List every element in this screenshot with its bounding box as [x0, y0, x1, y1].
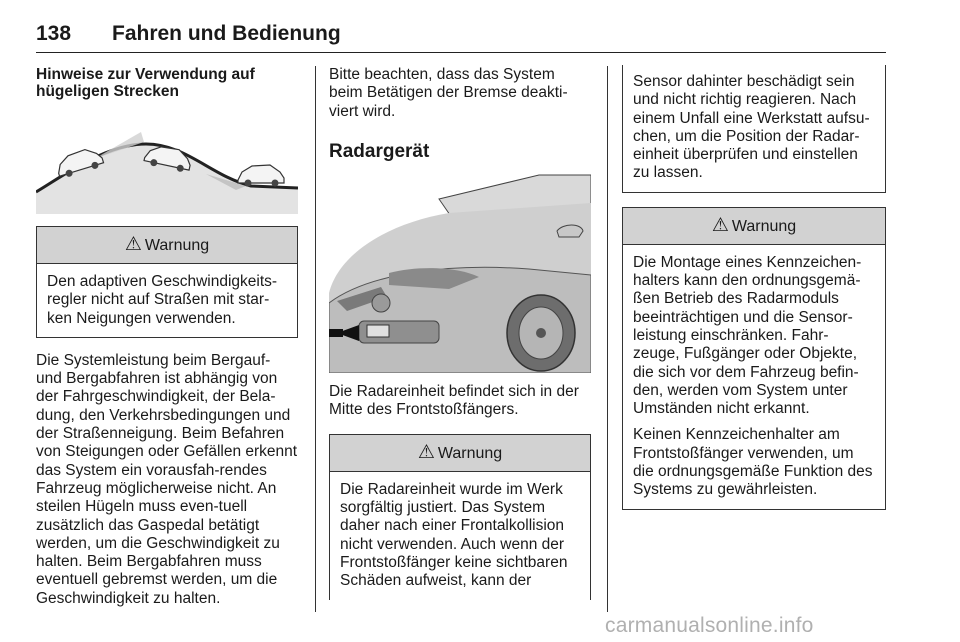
- warning-icon: ⚠: [124, 234, 142, 255]
- warning-box: [329, 434, 591, 600]
- warning-box: [36, 226, 298, 338]
- hill-driving-illustration: [36, 114, 298, 214]
- section-heading-hills: Hinweise zur Verwendung auf hügeligen Strecken: [36, 66, 255, 100]
- warning-title: Warnung: [731, 217, 797, 235]
- warning-text: Den adaptiven Geschwindigkeits-regler nicht auf Straßen mit star-ken Neigungen verwenden.: [47, 273, 278, 327]
- warning-header: [330, 435, 590, 472]
- radar-location-caption: Die Radareinheit befindet sich in der Mitte des Frontstoßfängers.: [329, 383, 579, 419]
- warning-body: [330, 472, 590, 600]
- column-2: [329, 66, 591, 600]
- column-divider: [607, 66, 608, 612]
- warning-body: [623, 245, 885, 509]
- car-front-radar-illustration: [329, 173, 591, 373]
- page-title: Fahren und Bedienung: [112, 22, 341, 45]
- warning-box: [622, 207, 886, 510]
- intro-paragraph: Bitte beachten, dass das System beim Betätigen der Bremse deakti-viert wird.: [329, 66, 568, 120]
- warning-text: Die Radareinheit wurde im Werk sorgfältig justiert. Das System daher nach einer Frontalkollision nicht verwenden. Auch wenn der Frontstoßfänger keine sichtbaren Schäden aufweist, kann der: [340, 480, 568, 590]
- column-divider: [315, 66, 316, 612]
- warning-body: [37, 264, 297, 337]
- warning-text: Keinen Kennzeichenhalter am Frontstoßfänger verwenden, um die ordnungsgemäße Funktion des Systems zu gewährleisten.: [633, 426, 873, 499]
- warning-text: Die Montage eines Kennzeichen-halters kann den ordnungsgemä-ßen Betrieb des Radarmoduls beeinträchtigen und die Sensor-leistung einschränken. Fahr-zeuge, Fußgänger oder Objekte, die sich vor dem Fahrzeug befin-den, werden vom System unter Umständen nicht erkannt.: [633, 253, 862, 418]
- warning-header: [623, 208, 885, 245]
- page-header: [36, 22, 886, 53]
- warning-icon: ⚠: [711, 214, 729, 236]
- warning-title: Warnung: [437, 444, 503, 462]
- body-paragraph: Die Systemleistung beim Bergauf- und Bergabfahren ist abhängig von der Fahrgeschwindigkeit, der Bela-dung, den Verkehrsbedingungen und der Straßenneigung. Beim Befahren von Steigungen oder Gefällen erkennt das System ein vorausfah-rendes Fahrzeug möglicherweise nicht. An steilen Hügeln muss even-tuell zusätzlich das Gaspedal betätigt werden, um die Geschwindigkeit zu halten. Beim Bergabfahren muss eventuell gebremst werden, um die Geschwindigkeit zu halten.: [36, 351, 298, 607]
- warning-continued-box: [622, 65, 886, 193]
- warning-icon: ⚠: [417, 441, 435, 463]
- column-1: [36, 66, 298, 608]
- warning-title: Warnung: [144, 237, 210, 254]
- warning-header: [37, 227, 297, 264]
- watermark: carmanualsonline.info: [605, 614, 814, 637]
- section-heading-radar: Radargerät: [329, 140, 430, 162]
- page-number: 138: [36, 22, 72, 45]
- column-3: [622, 66, 886, 510]
- warning-text-continued: Sensor dahinter beschädigt sein und nicht richtig reagieren. Nach einem Unfall eine Werkstatt aufsu-chen, um die Position der Radar-einheit überprüfen und einstellen zu lassen.: [633, 73, 870, 182]
